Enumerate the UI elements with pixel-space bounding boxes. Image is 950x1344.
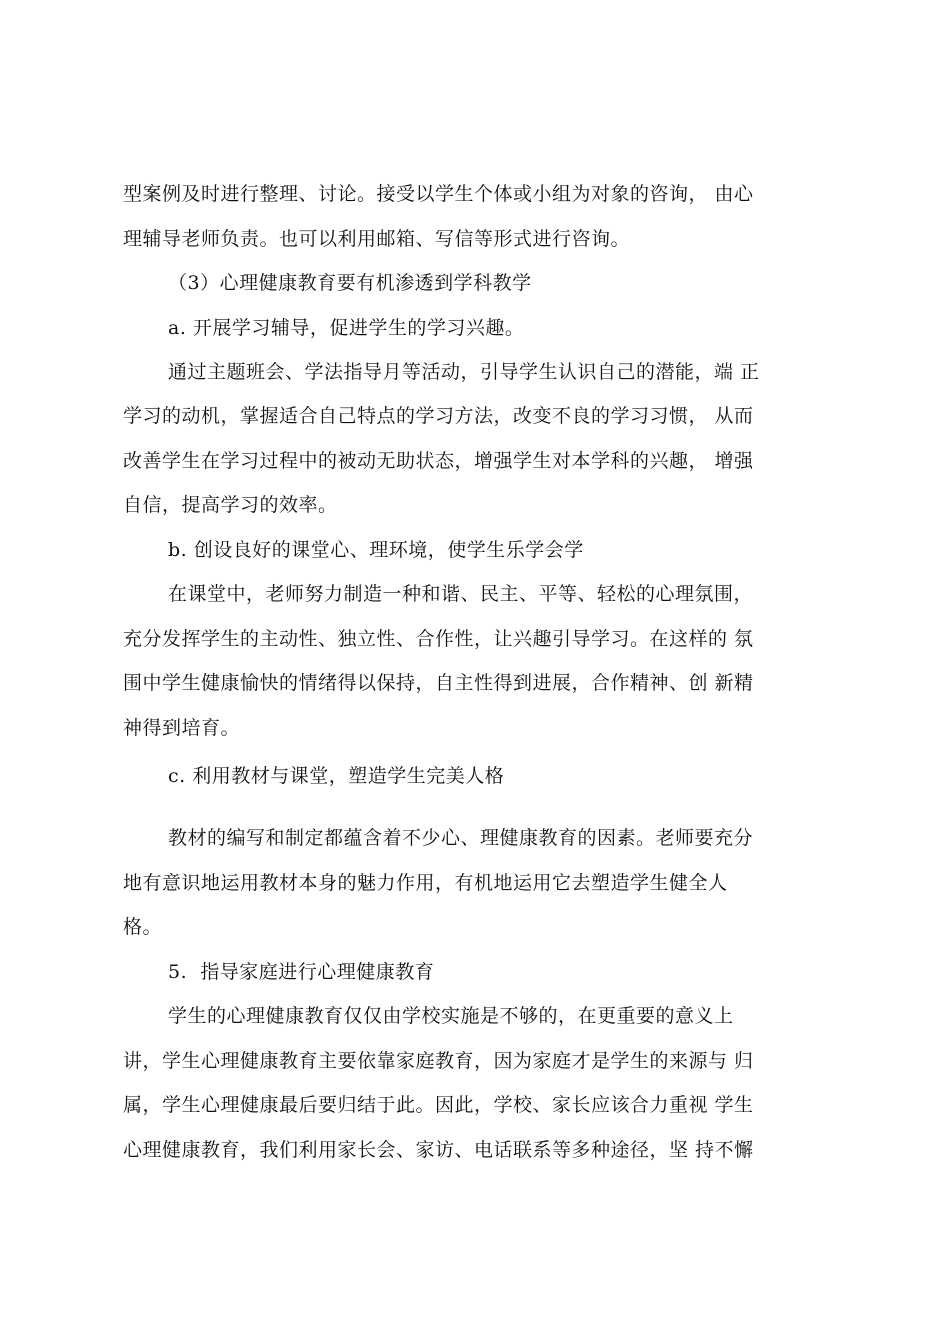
section-heading: 5. 指导家庭进行心理健康教育 bbox=[168, 961, 435, 983]
text-line: 在课堂中，老师努力制造一种和谐、民主、平等、轻松的心理氛围， bbox=[168, 583, 754, 605]
text-line: 充分发挥学生的主动性、独立性、合作性，让兴趣引导学习。在这样的 氛 bbox=[123, 628, 754, 650]
text-line: 格。 bbox=[123, 916, 163, 938]
text-line: 围中学生健康愉快的情绪得以保持，自主性得到进展，合作精神、创 新精 bbox=[123, 672, 754, 694]
subsection-heading: c. 利用教材与课堂，塑造学生完美人格 bbox=[168, 765, 505, 787]
subsection-heading: b. 创设良好的课堂心、理环境，使学生乐学会学 bbox=[168, 539, 584, 561]
text-line: 改善学生在学习过程中的被动无助状态，增强学生对本学科的兴趣， 增强 bbox=[123, 450, 754, 472]
text-line: 属，学生心理健康最后要归结于此。因此，学校、家长应该合力重视 学生 bbox=[123, 1094, 754, 1116]
text-line: 讲，学生心理健康教育主要依靠家庭教育，因为家庭才是学生的来源与 归 bbox=[123, 1050, 754, 1072]
subsection-heading: a. 开展学习辅导，促进学生的学习兴趣。 bbox=[168, 317, 525, 339]
text-line: 学习的动机，掌握适合自己特点的学习方法，改变不良的学习习惯， 从而 bbox=[123, 405, 754, 427]
text-line: 自信，提高学习的效率。 bbox=[123, 494, 338, 516]
text-line: 学生的心理健康教育仅仅由学校实施是不够的，在更重要的意义上 bbox=[168, 1005, 734, 1027]
text-line: 教材的编写和制定都蕴含着不少心、理健康教育的因素。老师要充分 bbox=[168, 827, 754, 849]
text-line: 神得到培育。 bbox=[123, 717, 241, 739]
text-line: 理辅导老师负责。也可以利用邮箱、写信等形式进行咨询。 bbox=[123, 228, 631, 250]
text-line: 型案例及时进行整理、讨论。接受以学生个体或小组为对象的咨询， 由心 bbox=[123, 183, 754, 205]
text-line: 地有意识地运用教材本身的魅力作用，有机地运用它去塑造学生健全人 bbox=[123, 872, 728, 894]
section-heading: （3）心理健康教育要有机渗透到学科教学 bbox=[168, 272, 532, 294]
text-line: 心理健康教育，我们利用家长会、家访、电话联系等多种途径，坚 持不懈 bbox=[123, 1139, 754, 1161]
text-line: 通过主题班会、学法指导月等活动，引导学生认识自己的潜能，端 正 bbox=[168, 361, 760, 383]
